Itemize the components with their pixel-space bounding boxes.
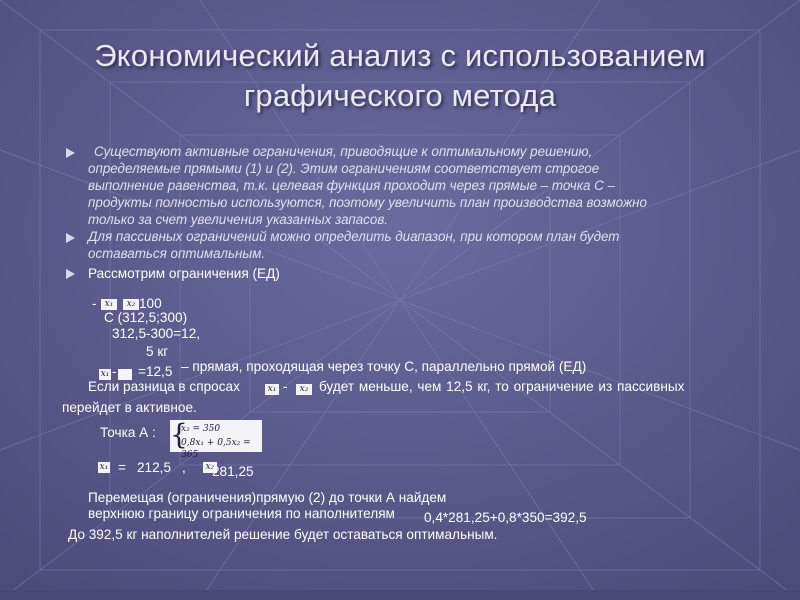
paragraph-line: оставаться оптимальным. [88, 246, 266, 261]
calculation-line-1: 312,5-300=12, [112, 326, 201, 341]
bottom-band [0, 590, 800, 600]
equation-x2: x₂ [123, 299, 139, 310]
difference-text-a: Если разница в спросах [88, 379, 240, 394]
bullet-icon [66, 269, 75, 279]
move-calculation: 0,4*281,25+0,8*350=392,5 [424, 510, 587, 525]
equation-system [170, 418, 262, 460]
slide-title-line-2: графического метода [243, 78, 557, 113]
slide-title-line-1: Экономический анализ с использованием [94, 38, 706, 73]
brace-icon: { [170, 418, 188, 451]
system-line-1: x₂ = 350 [181, 424, 221, 434]
point-c: С (312,5;300) [104, 310, 188, 325]
calculation-line-2: 5 кг [146, 344, 169, 359]
difference-x2: x₂ [296, 384, 312, 395]
difference-dash: - [283, 379, 288, 394]
move-text-2: верхнюю границу ограничения по наполнителям [88, 506, 395, 521]
result-comma: , [182, 460, 186, 475]
move-text-1: Перемещая (ограничения)прямую (2) до точки А найдем [88, 490, 447, 505]
result-x1: x₁ [99, 462, 109, 472]
paragraph-line: Существуют активные ограничения, приводящие к оптимальному решению, [94, 144, 593, 159]
paragraph-passive-constraints [88, 228, 619, 262]
line-rhs: =12,5 [138, 364, 173, 379]
difference-text-c: перейдет в активное. [62, 400, 197, 415]
consider-constraints-text: Рассмотрим ограничения (ЕД) [88, 266, 280, 281]
bullet-icon [66, 148, 75, 158]
paragraph-line: продукты полностью используются, поэтому увеличить план производства возможно [88, 195, 647, 210]
paragraph-line: выполнение равенства, т.к. целевая функция проходит через прямые – точка С – [88, 178, 616, 193]
difference-x1: x₁ [265, 384, 279, 395]
result-value-1: 212,5 [137, 460, 172, 475]
equation-dash: - [92, 296, 97, 311]
bullet-icon [66, 233, 75, 243]
equation-x1: x₁ [101, 299, 117, 310]
result-x2: x₂ [203, 462, 217, 473]
system-line-2: 0,8x₁ + 0,5x₂ = 365 [181, 438, 251, 460]
paragraph-line: только за счет увеличения указанных запасов. [88, 212, 389, 227]
final-conclusion: До 392,5 кг наполнителей решение будет оставаться оптимальным. [68, 527, 498, 542]
result-equals: = [118, 460, 126, 475]
point-a-label: Точка А : [100, 425, 156, 440]
paragraph-line: определяемые прямыми (1) и (2). Этим ограничениям соответствует строгое [88, 161, 600, 176]
line-x1: x₁ [100, 369, 110, 379]
equation-rhs: 100 [139, 296, 162, 311]
difference-text-b: будет меньше, чем 12,5 кг, то ограничение из пассивных [319, 379, 685, 394]
line-description: – прямая, проходящая через точку С, параллельно прямой (ЕД) [181, 359, 587, 374]
line-dash: - [112, 364, 117, 379]
result-value-2: 281,25 [212, 464, 254, 479]
paragraph-line: Для пассивных ограничений можно определить диапазон, при котором план будет [88, 229, 620, 244]
paragraph-active-constraints [88, 143, 647, 228]
